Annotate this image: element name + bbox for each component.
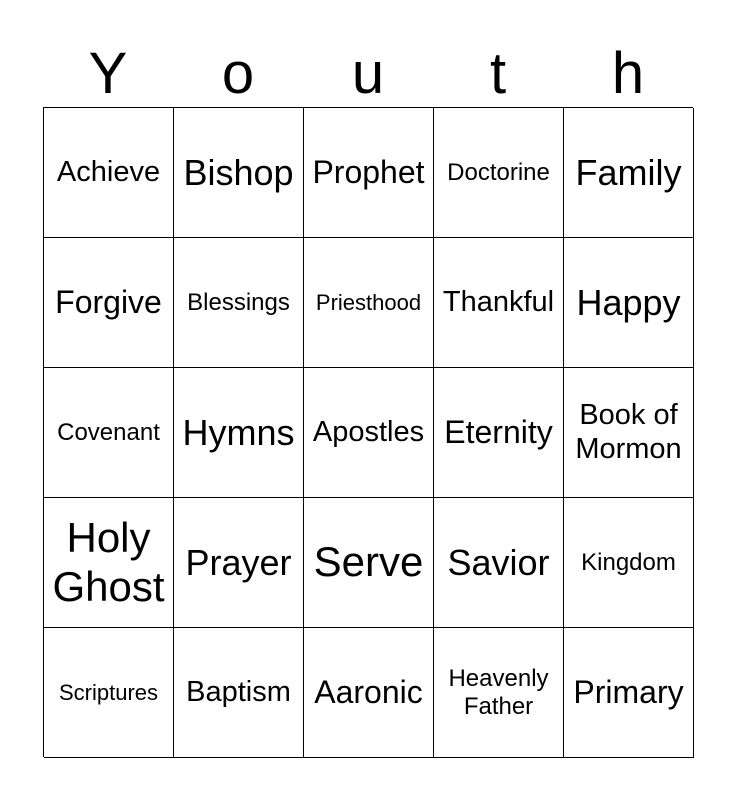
bingo-cell (44, 368, 174, 498)
cell-word: Covenant (57, 418, 160, 446)
bingo-cell (44, 628, 174, 758)
cell-word: Heavenly Father (448, 664, 549, 720)
title-letter-t: t (489, 41, 507, 106)
title-letter-o: o (221, 41, 255, 106)
bingo-cell (434, 628, 564, 758)
cell-word: Primary (573, 674, 684, 711)
cell-word: Scriptures (58, 679, 159, 705)
cell-word: Thankful (442, 285, 555, 318)
title-letter-h: h (611, 41, 645, 106)
cell-word: Happy (576, 281, 681, 323)
bingo-cell (44, 238, 174, 368)
cell-word: Hymns (182, 411, 295, 453)
bingo-cell (564, 368, 694, 498)
bingo-cell (564, 498, 694, 628)
cell-word: Priesthood (315, 289, 422, 315)
bingo-cell (304, 368, 434, 498)
bingo-title (43, 40, 693, 108)
cell-word: Kingdom (581, 548, 676, 576)
bingo-cell (304, 628, 434, 758)
cell-word: Family (575, 151, 682, 193)
bingo-cell (434, 498, 564, 628)
bingo-cell (44, 108, 174, 238)
bingo-cell (174, 628, 304, 758)
bingo-cell (304, 108, 434, 238)
bingo-cell (174, 368, 304, 498)
cell-word: Prophet (312, 154, 425, 191)
cell-word: Book of Mormon (575, 399, 682, 465)
cell-word: Doctorine (447, 158, 550, 186)
bingo-cell (44, 498, 174, 628)
bingo-cell (434, 108, 564, 238)
bingo-board (43, 107, 693, 757)
cell-word: Eternity (444, 414, 553, 451)
title-letter-y: Y (88, 41, 128, 106)
cell-word: Holy Ghost (52, 514, 165, 610)
cell-word: Savior (447, 541, 550, 583)
title-letter-u: u (351, 41, 385, 106)
bingo-cell (564, 108, 694, 238)
bingo-cell (174, 238, 304, 368)
bingo-cell (564, 238, 694, 368)
cell-word: Prayer (185, 541, 292, 583)
cell-word: Serve (313, 538, 424, 586)
bingo-cell (174, 498, 304, 628)
cell-word: Apostles (312, 415, 425, 448)
bingo-cell (434, 238, 564, 368)
cell-word: Baptism (186, 675, 291, 708)
bingo-cell (434, 368, 564, 498)
bingo-cell (304, 238, 434, 368)
cell-word: Achieve (56, 155, 161, 188)
cell-word: Bishop (183, 151, 294, 193)
cell-word: Blessings (187, 288, 290, 316)
bingo-cell (174, 108, 304, 238)
bingo-cell (564, 628, 694, 758)
bingo-cell (304, 498, 434, 628)
cell-word: Aaronic (314, 674, 423, 711)
cell-word: Forgive (55, 284, 162, 321)
